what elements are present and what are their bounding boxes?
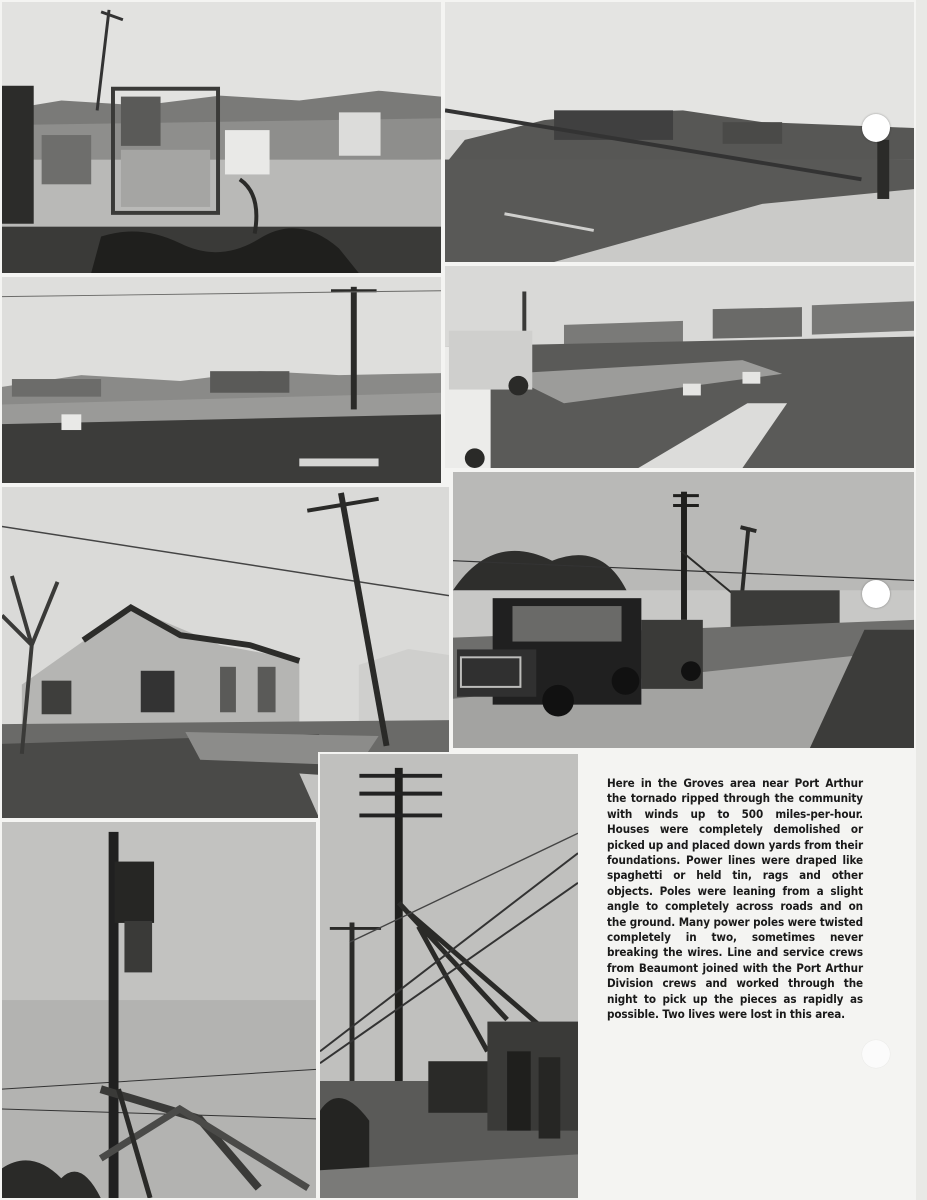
photo-crew-at-poles — [318, 752, 580, 1200]
punch-hole-middle — [862, 580, 890, 608]
photo-lineman-on-pole — [0, 820, 318, 1200]
caption-text: Here in the Groves area near Port Arthur the tornado ripped through the community with winds up to 500 miles-per-hour. Houses were completely demolished or picked up and placed down yards from their foundations. Power lines were draped like spaghetti or held tin, rags and other objects. Poles were leaning from a slight angle to completely across roads and on the ground. Many power poles were twisted completely in two, sometimes never breaking the wires. Line and service crews from Beaumont joined with the Port Arthur Division crews and worked through the night to pick up the pieces as rapidly as possible. Two lives were lost in this area. — [607, 776, 863, 1022]
photo-cars-and-debris — [443, 264, 916, 470]
photo-debris-field-road — [443, 0, 916, 264]
punch-hole-top — [862, 114, 890, 142]
punch-hole-bottom — [862, 1040, 890, 1068]
page-edge — [916, 0, 927, 1200]
photo-pole-over-rubble — [0, 275, 443, 485]
photo-utility-trucks-road — [451, 470, 916, 750]
photo-tv-cabinet-debris — [0, 0, 443, 275]
